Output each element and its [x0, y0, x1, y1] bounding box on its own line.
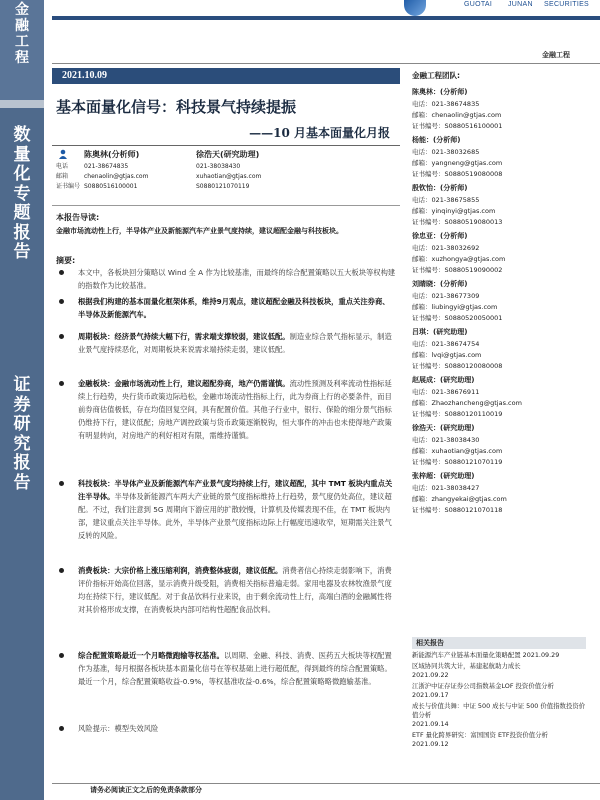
sidebar-char: 程 — [15, 50, 29, 67]
logo-text-securities: SECURITIES — [544, 1, 590, 8]
member-email[interactable]: yangneng@gtjas.com — [431, 159, 503, 167]
bullet-bold: 消费板块：大宗价格上涨压缩利润，消费整体疲弱，建议低配。 — [78, 566, 283, 575]
member-email[interactable]: zhangyekai@gtjas.com — [431, 495, 507, 503]
team-list — [412, 87, 582, 519]
author-cert: S0880121070119 — [196, 183, 250, 190]
member-phone: 021-38038427 — [431, 484, 480, 492]
list-item — [56, 330, 396, 356]
cert-label: 证书编号： — [412, 314, 445, 322]
bullet-bold: 周期板块：经济景气持续大幅下行，需求端支撑较弱，建议低配。 — [78, 332, 290, 341]
member-phone: 021-38675855 — [431, 196, 480, 204]
cert-label: 证书编号： — [412, 410, 445, 418]
member-phone-row — [412, 147, 582, 158]
email-label: 邮箱： — [412, 207, 432, 215]
member-name: 徐忠亚：(分析师) — [412, 232, 468, 240]
member-phone-row — [412, 483, 582, 494]
author-email[interactable]: chenaolin@gtjas.com — [84, 173, 149, 180]
related-report-item[interactable] — [412, 682, 586, 700]
header-divider — [52, 63, 600, 64]
related-report-item[interactable] — [412, 651, 586, 660]
logo-text-junan: JUNAN — [508, 1, 533, 8]
member-cert-row — [412, 217, 582, 228]
list-item — [56, 722, 396, 735]
sidebar-char: 数 — [13, 125, 31, 145]
related-report-date: 2021.09.17 — [412, 691, 449, 699]
member-phone-row — [412, 291, 582, 302]
author-phone: 021-38038430 — [196, 163, 241, 170]
team-member — [412, 87, 582, 135]
member-email-row — [412, 446, 582, 457]
sidebar-research-label — [0, 376, 44, 493]
bullet-text: 消费者信心持续走弱影响下，消费评价指标开始高位回落，显示消费升级受阻，消费相关指标普遍走弱。家用电器及农林牧渔景气度均在持续下行，建议低配。对于食品饮料行业来说，由于剩余流动性上行，高端白酒的金融属性将对其价格形成支撑，在消费板块内部可结构性超配食品饮料。 — [78, 566, 392, 615]
bullet-icon — [59, 270, 64, 275]
bullet-icon — [59, 334, 64, 339]
member-cert-row — [412, 265, 582, 276]
sidebar-char: 究 — [13, 433, 31, 454]
sidebar-char: 工 — [15, 34, 29, 51]
bullet-icon — [59, 299, 64, 304]
sidebar-char: 告 — [13, 242, 31, 263]
member-cert-row — [412, 313, 582, 324]
sidebar-char: 题 — [13, 203, 31, 224]
team-member — [412, 279, 582, 327]
member-cert-row — [412, 457, 582, 468]
sidebar-char: 证 — [13, 375, 31, 395]
related-list — [412, 651, 586, 749]
list-item — [56, 649, 396, 688]
guide-text: 金融市场流动性上行，半导体产业及新能源汽车产业景气度持续，建议超配金融与科技板块。 — [56, 227, 343, 235]
bullet-text: 以周期、金融、科技、消费、医药五大板块等权配置作为基准，每月根据各板块基本面量化信号在等权基础上进行超低配，得到最终的综合配置策略。最近一个月，综合配置策略收益-0.9%，等权基准收益-0.6%，综合配置策略略微跑输基准。 — [78, 651, 392, 687]
related-reports — [412, 637, 586, 749]
team-panel — [412, 70, 582, 519]
title-divider — [52, 145, 400, 146]
related-report-title[interactable]: 新能源汽车产业链基本面量化策略配置 2021.09.29 — [412, 651, 560, 659]
member-phone: 021-38674835 — [431, 100, 480, 108]
email-label: 邮箱： — [412, 111, 432, 119]
related-report-date: 2021.09.14 — [412, 720, 449, 728]
member-phone: 021-38676911 — [431, 388, 480, 396]
list-item — [56, 266, 396, 292]
member-phone: 021-38038430 — [431, 436, 480, 444]
member-phone-row — [412, 195, 582, 206]
member-email-row — [412, 302, 582, 313]
cert-label: 证书编号： — [412, 170, 445, 178]
phone-label: 电话： — [412, 244, 432, 252]
author-phone: 021-38674835 — [84, 163, 129, 170]
company-logo — [404, 0, 600, 16]
related-report-title[interactable]: 江浙沪中证存证券公司指数基金LOF 投资价值分析 — [412, 682, 554, 690]
cert-label: 证书编号： — [412, 458, 445, 466]
phone-label: 电话： — [412, 388, 432, 396]
member-cert-row — [412, 121, 582, 132]
sidebar-char: 金 — [15, 2, 29, 18]
bullet-bold: 科技板块：半导体产业及新能源汽车产业景气度均持续上行，建议超配，其中 TMT 板块内重点关注半导体。 — [78, 479, 393, 502]
list-item — [56, 295, 396, 321]
member-phone-row — [412, 339, 582, 350]
member-email[interactable]: Zhaozhancheng@gtjas.com — [431, 399, 522, 407]
phone-label: 电话： — [412, 100, 432, 108]
member-phone-row — [412, 387, 582, 398]
related-report-item[interactable] — [412, 702, 586, 729]
member-name: 吕琪：(研究助理) — [412, 328, 468, 336]
member-email-row — [412, 350, 582, 361]
member-email-row — [412, 254, 582, 265]
logo-text-guotai: GUOTAI — [464, 1, 493, 8]
phone-label: 电话： — [412, 484, 432, 492]
phone-label: 电话： — [412, 196, 432, 204]
team-member — [412, 183, 582, 231]
sidebar-char: 报 — [13, 222, 31, 243]
related-heading: 相关报告 — [412, 637, 586, 649]
author-divider — [52, 205, 400, 206]
member-phone-row — [412, 243, 582, 254]
author-name: 陈奥林(分析师) — [84, 150, 140, 159]
member-name: 陈奥林：(分析师) — [412, 88, 468, 96]
related-report-item[interactable] — [412, 662, 586, 680]
abstract-heading: 摘要: — [56, 256, 76, 265]
phone-label: 电话： — [412, 292, 432, 300]
bullet-text: 流动性预测及利率流动性指标延续上行趋势，央行货币政策边际趋松，金融市场流动性指标上行，此为券商上行的必要条件，而目前券商估值极低，存在均值回复空间，具有配置价值。其他子行业中，银行、保险的细分景气指标仍维持下行，建议低配；房地产调控政策与货币政策逐渐脱钩，恒大事件的冲击也未使得地产政策有明显转向，对房地产的利好相对有限，需维持谨慎。 — [78, 379, 392, 441]
cert-label: 证书编号： — [412, 362, 445, 370]
team-member — [412, 231, 582, 279]
email-label: 邮箱： — [412, 495, 432, 503]
bullet-bold: 金融板块：金融市场流动性上行，建议超配券商，地产仍需谨慎。 — [78, 379, 290, 388]
header-bar — [52, 16, 600, 20]
sidebar-char: 告 — [13, 472, 31, 493]
team-member — [412, 423, 582, 471]
date-bar — [52, 68, 400, 84]
report-title: 基本面量化信号：科技景气持续提振 — [56, 98, 297, 116]
member-email[interactable]: chenaolin@gtjas.com — [431, 111, 502, 119]
report-date: 2021.10.09 — [62, 70, 107, 81]
member-cert: S0880519090002 — [444, 266, 503, 274]
member-name: 殷钦怡：(分析师) — [412, 184, 468, 192]
team-member — [412, 375, 582, 423]
member-cert: S0880121070118 — [444, 506, 503, 514]
footer-divider — [52, 783, 600, 784]
team-member — [412, 471, 582, 519]
email-label: 邮箱： — [412, 159, 432, 167]
sidebar-report-type — [0, 126, 44, 263]
member-email[interactable]: liubingyi@gtjas.com — [431, 303, 498, 311]
author-card — [196, 150, 366, 192]
bullet-text: 制造业综合景气指标显示，制造业景气度持续恶化，对周期板块来说需求端持续走弱，建议低配。 — [78, 332, 392, 355]
member-phone: 021-38677309 — [431, 292, 480, 300]
bullet-bold: 根据我们构建的基本面量化框架体系，维持9月观点，建议超配金融及科技板块，重点关注券商、半导体及新能源汽车。 — [78, 297, 390, 320]
member-email-row — [412, 206, 582, 217]
member-cert: S0880120080008 — [444, 362, 503, 370]
team-member — [412, 135, 582, 183]
phone-label: 电话 — [56, 163, 69, 170]
list-item — [56, 377, 396, 442]
bullet-icon — [59, 726, 64, 731]
sidebar-char: 专 — [13, 183, 31, 204]
member-cert: S0880520050001 — [444, 314, 503, 322]
sidebar-char: 研 — [13, 414, 31, 435]
member-phone: 021-38032685 — [431, 148, 480, 156]
member-email[interactable]: lvqi@gtjas.com — [431, 351, 482, 359]
author-email[interactable]: xuhaotian@gtjas.com — [196, 173, 262, 180]
member-cert: S0880519080013 — [444, 218, 503, 226]
person-icon — [58, 149, 68, 159]
email-label: 邮箱 — [56, 173, 69, 180]
bullet-text: 半导体及新能源汽车两大产业链的景气度指标维持上行趋势，景气度仍处高位，建议超配。不过，我们注意到 5G 周期向下游应用的扩散较慢，计算机及传媒表现不佳，在 TMT 板块内部，建议重点关注半导体。此外，半导体产业景气度指标边际上行幅度迅速收窄，短期需关注景气反转的风险。 — [78, 492, 392, 541]
member-email-row — [412, 398, 582, 409]
related-report-item[interactable] — [412, 731, 586, 749]
bullet-icon — [59, 653, 64, 658]
related-report-title[interactable]: ETF 量化跨界研究：富国国资 ETF投资价值分析 — [412, 731, 548, 739]
team-heading: 金融工程团队: — [412, 71, 460, 80]
related-report-title[interactable]: 区域协同共筑大计，基建起航助力成长 — [412, 662, 521, 670]
member-name: 徐浩天：(研究助理) — [412, 424, 475, 432]
member-phone: 021-38032692 — [431, 244, 480, 252]
author-cert: S0880516100001 — [84, 183, 138, 190]
cert-label: 证书编号： — [412, 506, 445, 514]
member-name: 刘睛晓：(分析师) — [412, 280, 468, 288]
cert-label: 证书编号 — [56, 183, 81, 190]
member-phone: 021-38674754 — [431, 340, 480, 348]
member-cert: S0880121070119 — [444, 458, 503, 466]
phone-label: 电话： — [412, 340, 432, 348]
cert-label: 证书编号： — [412, 218, 445, 226]
sidebar-category — [0, 0, 44, 102]
phone-label: 电话： — [412, 148, 432, 156]
related-report-title[interactable]: 成长与价值共舞：中证 500 成长与中证 500 价值指数投资价值分析 — [412, 702, 586, 719]
member-cert: S0880516100001 — [444, 122, 503, 130]
member-cert-row — [412, 505, 582, 516]
member-phone-row — [412, 435, 582, 446]
member-name: 赵展成：(研究助理) — [412, 376, 475, 384]
related-report-date: 2021.09.12 — [412, 740, 449, 748]
sidebar-char: 券 — [13, 394, 31, 415]
email-label: 邮箱： — [412, 351, 432, 359]
bullet-icon — [59, 481, 64, 486]
report-subtitle: ——10 月基本面量化月报 — [249, 126, 390, 140]
list-item — [56, 564, 396, 616]
email-label: 邮箱： — [412, 255, 432, 263]
sidebar-char: 化 — [13, 164, 31, 185]
email-label: 邮箱： — [412, 303, 432, 311]
disclaimer-footer: 请务必阅读正文之后的免责条款部分 — [90, 786, 202, 794]
sidebar-char: 融 — [15, 18, 29, 35]
member-email-row — [412, 158, 582, 169]
cert-label: 证书编号： — [412, 266, 445, 274]
email-label: 邮箱： — [412, 399, 432, 407]
author-name: 徐浩天(研究助理) — [196, 150, 260, 159]
member-email-row — [412, 494, 582, 505]
sidebar-char: 量 — [13, 144, 31, 165]
author-block — [56, 150, 400, 204]
member-cert: S0880120110019 — [444, 410, 503, 418]
cert-label: 证书编号： — [412, 122, 445, 130]
member-name: 杨能：(分析师) — [412, 136, 461, 144]
member-phone-row — [412, 99, 582, 110]
member-email[interactable]: yinqinyi@gtjas.com — [431, 207, 496, 215]
email-label: 邮箱： — [412, 447, 432, 455]
member-name: 张梓超：(研究助理) — [412, 472, 475, 480]
bullet-icon — [59, 568, 64, 573]
logo-icon — [404, 0, 426, 16]
sidebar-divider — [0, 100, 44, 108]
member-email-row — [412, 110, 582, 121]
member-email[interactable]: xuhaotian@gtjas.com — [431, 447, 503, 455]
member-cert-row — [412, 409, 582, 420]
related-report-date: 2021.09.22 — [412, 671, 449, 679]
bullet-icon — [59, 381, 64, 386]
bullet-text: 本文中，各板块回分策略以 Wind 全 A 作为比较基准，而最终的综合配置策略以五大板块等权构建的指数作为比较基准。 — [78, 268, 396, 291]
header-category: 金融工程 — [542, 51, 570, 59]
phone-label: 电话： — [412, 436, 432, 444]
member-cert: S0880519080008 — [444, 170, 503, 178]
bullet-bold: 综合配置策略最近一个月略微跑输等权基准。 — [78, 651, 224, 660]
member-cert-row — [412, 169, 582, 180]
guide-heading: 本报告导读: — [56, 213, 100, 222]
sidebar-char: 报 — [13, 453, 31, 474]
member-email[interactable]: xuzhongya@gtjas.com — [431, 255, 506, 263]
team-member — [412, 327, 582, 375]
left-sidebar — [0, 0, 44, 800]
bullet-text: 风险提示：模型失效风险 — [78, 724, 159, 733]
list-item — [56, 477, 396, 542]
member-cert-row — [412, 361, 582, 372]
